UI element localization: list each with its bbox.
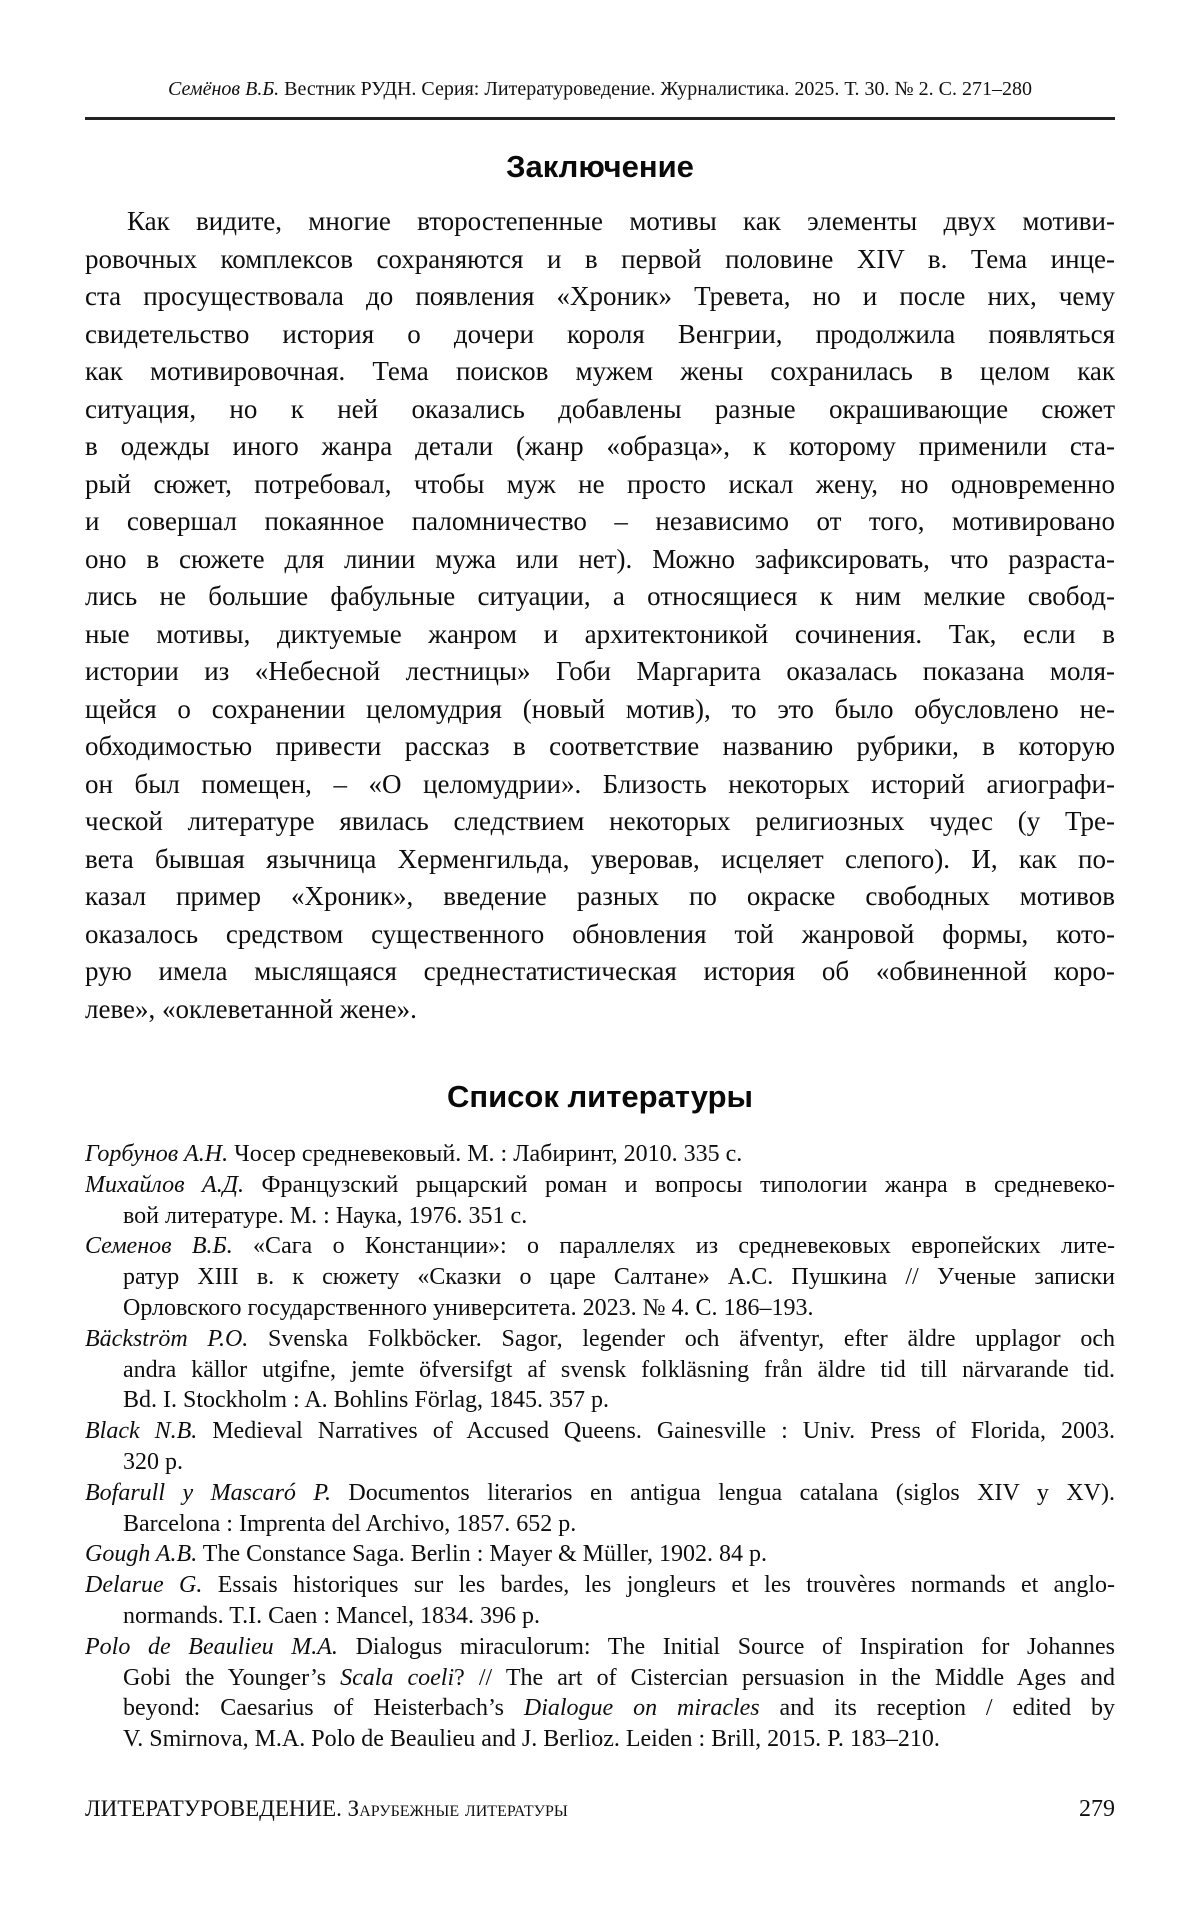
conclusion-title: Заключение [506,149,694,184]
italic-text: Delarue G. [85,1572,203,1599]
text-segment: ста просуществовала до появления «Хроник» Тревета, но и после них, чему [85,281,1115,311]
text-segment: Medieval Narratives of Accused Queens. Gainesville : Univ. Press of Florida, 2003. [197,1418,1115,1445]
text-segment: V. Smirnova, M.A. Polo de Beaulieu and J. Berlioz. Leiden : Brill, 2015. P. 183–210. [123,1726,940,1753]
italic-text: Gough A.B. [85,1541,198,1568]
running-head-author: Семёнов В.Б. [168,78,280,100]
text-segment: леве», «оклеветанной жене». [85,993,417,1024]
text-line [85,878,1115,916]
text-segment: normands. T.I. Caen : Mancel, 1834. 396 p. [123,1602,541,1629]
running-head-journal: Вестник РУДН. Серия: Литературоведение. Журналистика. 2025. Т. 30. № 2. С. 271–280 [279,78,1032,100]
text-segment: Gobi the Younger’s [123,1664,341,1691]
italic-text: Bäckström P.O. [85,1325,249,1352]
text-line [85,1478,1115,1509]
italic-text: Михайлов А.Д. [85,1171,244,1198]
text-line [85,1509,1115,1540]
header-rule [85,117,1115,120]
text-segment: ные мотивы, диктуемые жанром и архитектоникой сочинения. Так, если в [85,618,1115,649]
text-line [85,991,1115,1029]
italic-text: Семенов В.Б. [85,1233,233,1260]
footer-section-label [85,1795,568,1823]
text-line [85,466,1115,504]
text-segment: andra källor utgifne, jemte öfversifgt af svensk folkläsning från äldre tid till närvarande tid. [123,1356,1115,1383]
text-segment: вой литературе. М. : Наука, 1976. 351 с. [123,1202,528,1229]
text-segment: вета бывшая язычница Херменгильда, уверовав, исцеляет слепого). И, как по- [85,843,1115,874]
text-line [85,203,1115,241]
text-segment: Bd. I. Stockholm : A. Bohlins Förlag, 1845. 357 p. [123,1387,610,1414]
text-line [85,428,1115,466]
reference-list [85,1139,1115,1755]
text-line [85,1201,1115,1232]
reference-item [85,1570,1115,1632]
footer-subsection-text: Зарубежные литературы [347,1796,568,1821]
text-line [85,353,1115,391]
text-line [85,541,1115,579]
text-line [85,1231,1115,1262]
footer-page-number: 279 [1079,1796,1115,1822]
text-segment: Орловского государственного университета. 2023. № 4. С. 186–193. [123,1294,814,1321]
text-segment: щейся о сохранении целомудрия (новый мотив), то это было обусловлено не- [85,693,1115,724]
text-segment: оказалось средством существенного обновления той жанровой формы, кото- [85,918,1115,949]
reference-item [85,1324,1115,1416]
page-footer [85,1795,1115,1823]
text-line [85,841,1115,879]
text-line [85,1355,1115,1386]
text-line [85,1693,1115,1724]
text-line [85,616,1115,654]
text-segment: Чосер средневековый. М. : Лабиринт, 2010. 335 с. [228,1141,743,1167]
text-segment: лись не большие фабульные ситуации, а относящиеся к ним мелкие свобод- [85,581,1115,611]
footer-section-text: ЛИТЕРАТУРОВЕДЕНИЕ. [85,1796,342,1821]
reference-item [85,1170,1115,1232]
text-segment: The Constance Saga. Berlin : Mayer & Müller, 1902. 84 p. [197,1541,768,1568]
italic-text: Bofarull y Mascaró P. [85,1479,331,1506]
text-line [85,1385,1115,1416]
text-segment: Svenska Folkböcker. Sagor, legender och äfventyr, efter äldre upplagor och [248,1325,1115,1352]
text-line [85,391,1115,429]
italic-text: Горбунов А.Н. [85,1141,229,1167]
text-line [85,1570,1115,1601]
text-line [85,278,1115,316]
text-segment: оно в сюжете для линии мужа или нет). Можно зафиксировать, что разраста- [85,543,1115,574]
text-segment: свидетельство история о дочери короля Венгрии, продолжила появляться [85,318,1115,349]
reference-item [85,1539,1115,1570]
italic-text: Scala coeli [340,1664,455,1691]
text-line [85,1324,1115,1355]
text-segment: он был помещен, – «О целомудрии». Близость некоторых историй агиографи- [85,768,1115,799]
italic-text: Dialogue on miracles [523,1695,760,1722]
reference-item [85,1231,1115,1323]
text-segment: Dialogus miraculorum: The Initial Source of Inspiration for Johannes [337,1633,1115,1660]
text-line [85,653,1115,691]
text-segment: рую имела мыслящаяся среднестатистическая история об «обвиненной коро- [85,956,1115,986]
text-line [85,1632,1115,1663]
text-segment: beyond: Caesarius of Heisterbach’s [123,1695,524,1722]
text-segment: истории из «Небесной лестницы» Гоби Маргарита оказалась показана моля- [85,656,1115,686]
text-segment: ? // The art of Cistercian persuasion in the Middle Ages and [454,1664,1115,1691]
reference-item [85,1632,1115,1755]
text-line [85,1293,1115,1324]
text-segment: and its reception / edited by [759,1695,1115,1722]
text-segment: как мотивировочная. Тема поисков мужем жены сохранилась в целом как [85,356,1115,386]
text-line [85,916,1115,954]
references-title: Список литературы [446,1079,754,1114]
text-segment: ратур XIII в. к сюжету «Сказки о царе Салтане» А.С. Пушкина // Ученые записки [123,1264,1115,1291]
text-segment: и совершал покаянное паломничество – независимо от того, мотивировано [85,506,1115,536]
text-segment: Как видите, многие второстепенные мотивы как элементы двух мотиви- [127,206,1115,236]
text-segment: 320 p. [123,1448,183,1475]
text-segment: рый сюжет, потребовал, чтобы муж не просто искал жену, но одновременно [85,468,1115,499]
text-segment: Barcelona : Imprenta del Archivo, 1857. 652 p. [123,1510,577,1537]
text-line [85,1262,1115,1293]
text-line [85,1601,1115,1632]
text-line [85,1447,1115,1478]
text-line [85,691,1115,729]
reference-item [85,1416,1115,1478]
text-line [85,728,1115,766]
text-line [85,803,1115,841]
text-line [85,1663,1115,1694]
text-line [85,578,1115,616]
reference-item [85,1139,1115,1170]
text-line [85,953,1115,991]
text-line [85,1416,1115,1447]
text-segment: в одежды иного жанра детали (жанр «образца», к которому применили ста- [85,431,1115,461]
text-segment: Французский рыцарский роман и вопросы типологии жанра в средневеко- [243,1171,1115,1198]
conclusion-paragraph [85,203,1115,1028]
italic-text: Polo de Beaulieu M.A. [85,1633,338,1660]
italic-text: Black N.B. [85,1418,198,1445]
text-segment: Documentos literarios en antigua lengua catalana (siglos XIV y XV). [330,1479,1115,1506]
text-segment: «Сага о Констанции»: о параллелях из средневековых европейских лите- [232,1233,1115,1260]
text-line [85,766,1115,804]
running-head [0,76,1200,102]
text-line [85,1170,1115,1201]
text-line [85,1139,1115,1170]
text-segment: Essais historiques sur les bardes, les jongleurs et les trouvères normands et anglo- [202,1572,1115,1599]
text-line [85,316,1115,354]
text-segment: обходимостью привести рассказ в соответствие названию рубрики, в которую [85,731,1115,761]
text-segment: казал пример «Хроник», введение разных по окраске свободных мотивов [85,881,1115,911]
text-line [85,503,1115,541]
text-line [85,1539,1115,1570]
text-segment: ческой литературе явилась следствием некоторых религиозных чудес (у Тре- [85,806,1115,836]
reference-item [85,1478,1115,1540]
text-segment: ровочных комплексов сохраняются и в первой половине XIV в. Тема инце- [85,243,1115,274]
text-segment: ситуация, но к ней оказались добавлены разные окрашивающие сюжет [85,393,1115,424]
text-line [85,1724,1115,1755]
text-line [85,241,1115,279]
